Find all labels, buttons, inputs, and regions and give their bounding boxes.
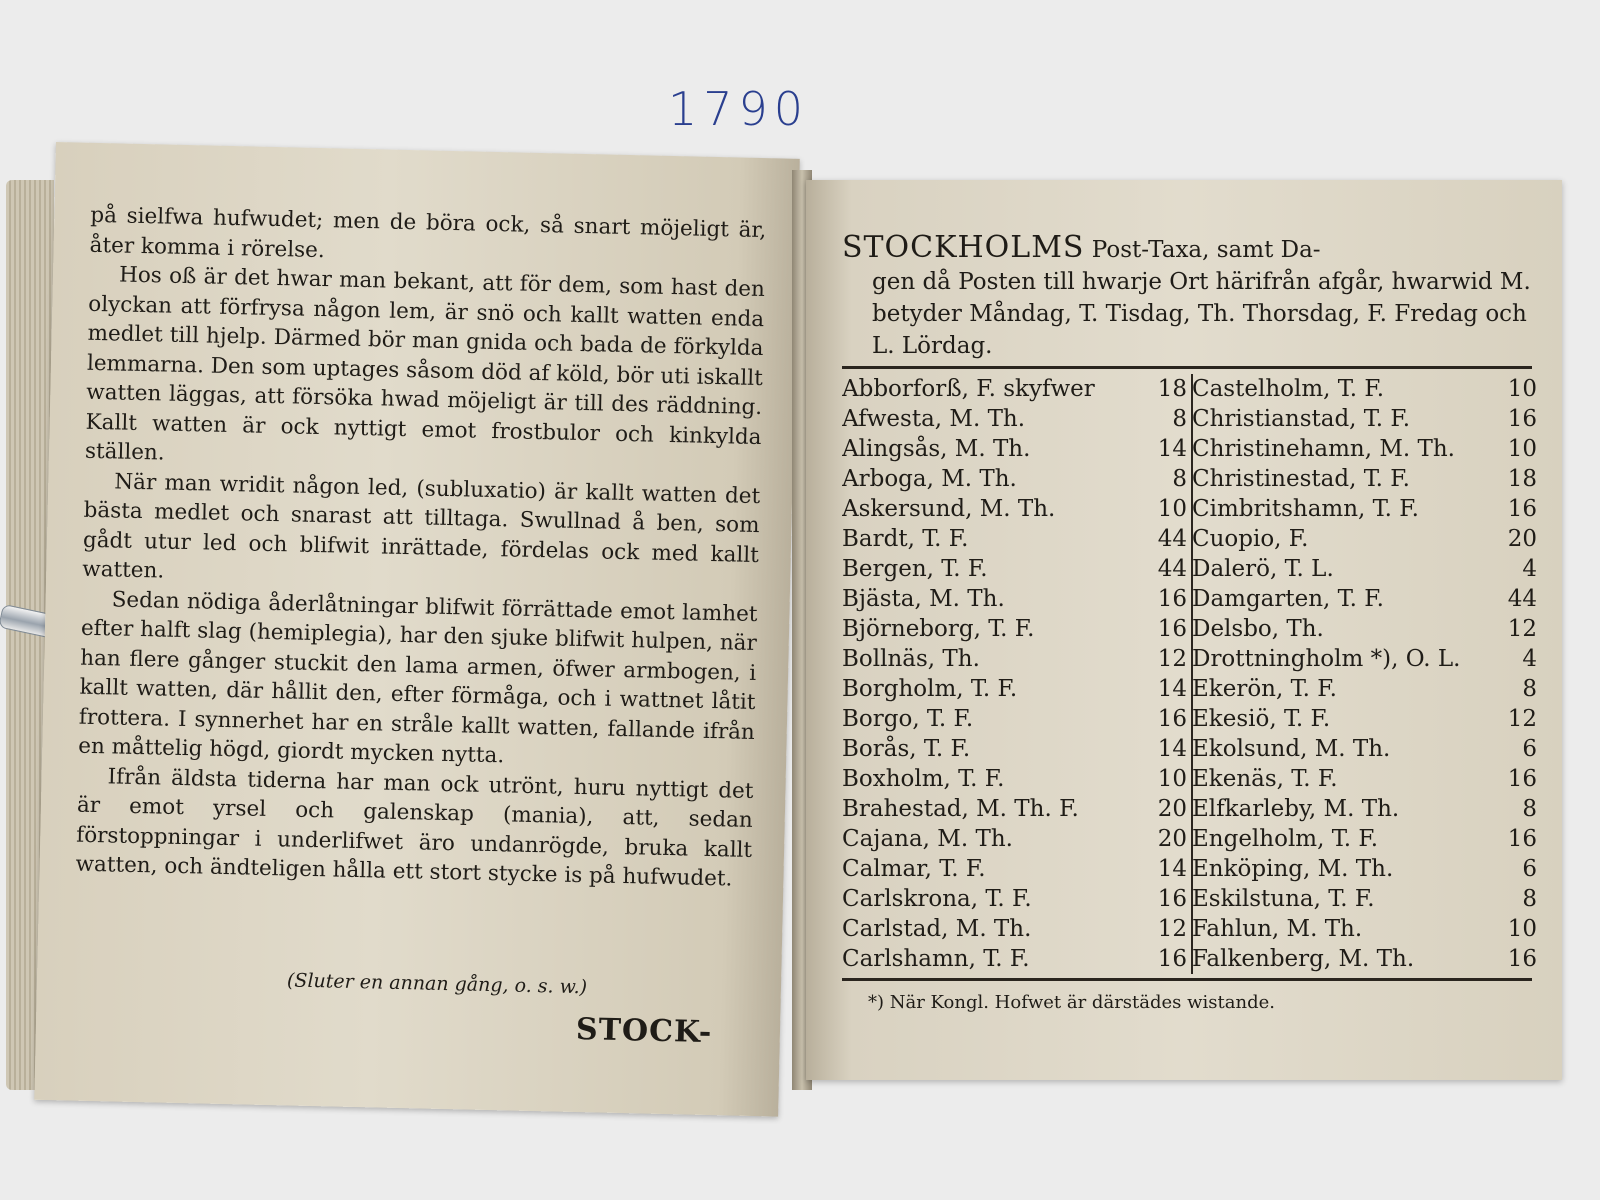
- place-name: Borås, T. F.: [842, 736, 971, 762]
- rate-row: [1192, 944, 1537, 974]
- place-name: Castelholm, T. F.: [1192, 376, 1385, 402]
- place-name: Ekesiö, T. F.: [1192, 706, 1331, 732]
- rate-row: [842, 704, 1187, 734]
- postage-rate: 8: [1522, 886, 1537, 912]
- left-page: [34, 142, 800, 1117]
- paragraph: Sedan nödiga åderlåtningar blifwit förrättade emot lamhet efter halft slag (hemiplegia), har den sjuke blifwit hulpen, när han flere gånger stuckit den lama armen, öfwer armbogen, i kallt watten, där hållit den, efter förmåga, och i wattnet låtit frottera. I synnerhet har en stråle kallt watten, fallande ifrån en måttelig högd, giordt mycken nytta.: [78, 586, 758, 769]
- rate-row: [1192, 374, 1537, 404]
- postage-rate: 16: [1507, 826, 1537, 852]
- place-name: Ekenäs, T. F.: [1192, 766, 1338, 792]
- place-name: Dalerö, T. L.: [1192, 556, 1334, 582]
- postage-rate: 4: [1522, 646, 1537, 672]
- postage-rate: 16: [1157, 586, 1187, 612]
- place-name: Bergen, T. F.: [842, 556, 988, 582]
- rate-row: [1192, 554, 1537, 584]
- rate-row: [842, 434, 1187, 464]
- place-name: Björneborg, T. F.: [842, 616, 1035, 642]
- rate-row: [1192, 914, 1537, 944]
- paragraph: Ifrån äldsta tiderna har man ock utrönt, huru nyttigt det är emot yrsel och galenskap (mania), att, sedan förstoppningar i underlifwet äro undanrögde, bruka kallt watten, och ändteligen hålla ett stort stycke is på hufwudet.: [75, 763, 754, 892]
- post-taxa-title: [842, 232, 1532, 362]
- place-name: Carlskrona, T. F.: [842, 886, 1032, 912]
- rate-row: [842, 944, 1187, 974]
- place-name: Eskilstuna, T. F.: [1192, 886, 1375, 912]
- postage-rate: 20: [1507, 526, 1537, 552]
- postage-rate: 8: [1522, 676, 1537, 702]
- rate-row: [1192, 674, 1537, 704]
- postage-rate: 16: [1507, 946, 1537, 972]
- place-name: Elfkarleby, M. Th.: [1192, 796, 1400, 822]
- place-name: Borgo, T. F.: [842, 706, 974, 732]
- postage-rate: 20: [1157, 796, 1187, 822]
- place-name: Carlstad, M. Th.: [842, 916, 1032, 942]
- rate-row: [842, 764, 1187, 794]
- postage-rate: 44: [1157, 526, 1187, 552]
- place-name: Abborforß, F. skyfwer: [842, 376, 1095, 402]
- postage-rate: 12: [1507, 706, 1537, 732]
- postage-rate: 10: [1507, 916, 1537, 942]
- rate-row: [1192, 764, 1537, 794]
- rate-row: [842, 464, 1187, 494]
- right-page: [806, 180, 1562, 1080]
- rate-column-right: [1192, 374, 1537, 974]
- postage-rate: 18: [1157, 376, 1187, 402]
- postage-rate: 16: [1157, 946, 1187, 972]
- rate-row: [842, 854, 1187, 884]
- postage-rate: 12: [1157, 916, 1187, 942]
- place-name: Ekolsund, M. Th.: [1192, 736, 1391, 762]
- rate-row: [842, 674, 1187, 704]
- postage-rate: 10: [1157, 496, 1187, 522]
- place-name: Boxholm, T. F.: [842, 766, 1005, 792]
- rate-row: [842, 884, 1187, 914]
- place-name: Falkenberg, M. Th.: [1192, 946, 1415, 972]
- postage-rate: 14: [1157, 856, 1187, 882]
- place-name: Carlshamn, T. F.: [842, 946, 1030, 972]
- continuation-note: (Sluter en annan gång, o. s. w.): [286, 969, 588, 999]
- rate-row: [1192, 884, 1537, 914]
- postage-rate: 16: [1507, 766, 1537, 792]
- place-name: Christinehamn, M. Th.: [1192, 436, 1455, 462]
- rate-row: [1192, 824, 1537, 854]
- rate-row: [842, 524, 1187, 554]
- place-name: Bollnäs, Th.: [842, 646, 980, 672]
- place-name: Calmar, T. F.: [842, 856, 986, 882]
- rate-row: [1192, 854, 1537, 884]
- postage-rate: 16: [1157, 706, 1187, 732]
- postage-rate: 16: [1157, 616, 1187, 642]
- paragraph: När man wridit någon led, (subluxatio) är kallt watten det bästa medlet och snarast att tilltaga. Swullnad å ben, som gådt utur led och blifwit inrättade, fördelas ock med kallt watten.: [82, 468, 761, 584]
- rate-row: [842, 554, 1187, 584]
- rate-row: [1192, 644, 1537, 674]
- rate-row: [1192, 734, 1537, 764]
- paragraph: på sielfwa hufwudet; men de böra ock, så snart möjeligt är, åter komma i rörelse.: [89, 202, 767, 263]
- place-name: Drottningholm *), O. L.: [1192, 646, 1461, 672]
- rate-row: [842, 374, 1187, 404]
- rate-column-left: [842, 374, 1193, 974]
- rate-row: [1192, 524, 1537, 554]
- place-name: Damgarten, T. F.: [1192, 586, 1384, 612]
- postage-rate: 14: [1157, 736, 1187, 762]
- rate-row: [1192, 494, 1537, 524]
- table-top-rule: [842, 366, 1532, 369]
- postage-rate: 10: [1507, 436, 1537, 462]
- rate-row: [842, 644, 1187, 674]
- place-name: Alingsås, M. Th.: [842, 436, 1031, 462]
- place-name: Cuopio, F.: [1192, 526, 1309, 552]
- place-name: Christianstad, T. F.: [1192, 406, 1411, 432]
- title-continuation: gen då Posten till hwarje Ort härifrån afgår, hwarwid M. betyder Måndag, T. Tisdag, Th. Thorsdag, F. Fredag och L. Lördag.: [872, 269, 1531, 359]
- rate-row: [842, 614, 1187, 644]
- postage-rate: 6: [1522, 856, 1537, 882]
- rate-row: [842, 794, 1187, 824]
- place-name: Afwesta, M. Th.: [842, 406, 1026, 432]
- postage-rate: 10: [1507, 376, 1537, 402]
- postage-rate: 8: [1172, 466, 1187, 492]
- rate-row: [842, 404, 1187, 434]
- left-page-body: [75, 201, 766, 895]
- handwritten-year-annotation: 1790: [668, 82, 810, 136]
- place-name: Bjästa, M. Th.: [842, 586, 1005, 612]
- postage-rate: 12: [1157, 646, 1187, 672]
- rate-row: [842, 914, 1187, 944]
- rate-row: [842, 824, 1187, 854]
- rate-row: [1192, 794, 1537, 824]
- table-bottom-rule: [842, 978, 1532, 981]
- rate-row: [1192, 584, 1537, 614]
- postage-rate: 16: [1507, 496, 1537, 522]
- place-name: Borgholm, T. F.: [842, 676, 1018, 702]
- postage-rate: 20: [1157, 826, 1187, 852]
- place-name: Christinestad, T. F.: [1192, 466, 1410, 492]
- place-name: Fahlun, M. Th.: [1192, 916, 1363, 942]
- postage-rate: 14: [1157, 676, 1187, 702]
- postage-rate: 8: [1172, 406, 1187, 432]
- postage-rate: 44: [1157, 556, 1187, 582]
- rate-row: [1192, 434, 1537, 464]
- footnote: *) När Kongl. Hofwet är därstädes wistande.: [868, 992, 1275, 1013]
- title-caps: STOCKHOLMS: [842, 230, 1085, 265]
- postage-rate: 4: [1522, 556, 1537, 582]
- postage-rate: 14: [1157, 436, 1187, 462]
- place-name: Cimbritshamn, T. F.: [1192, 496, 1419, 522]
- place-name: Engelholm, T. F.: [1192, 826, 1379, 852]
- title-rest: Post-Taxa, samt Da-: [1091, 237, 1321, 263]
- postage-rate: 8: [1522, 796, 1537, 822]
- place-name: Delsbo, Th.: [1192, 616, 1324, 642]
- place-name: Cajana, M. Th.: [842, 826, 1013, 852]
- rate-row: [842, 584, 1187, 614]
- postage-rate: 18: [1507, 466, 1537, 492]
- postage-rate: 10: [1157, 766, 1187, 792]
- place-name: Enköping, M. Th.: [1192, 856, 1394, 882]
- rate-row: [1192, 404, 1537, 434]
- rate-row: [1192, 614, 1537, 644]
- paragraph: Hos oß är det hwar man bekant, att för dem, som hast den olyckan att förfrysa någon lem, är snö och kallt watten enda medlet till hjelp. Därmed bör man gnida och bada de förkylda lemmarna. Den som uptages såsom död af köld, bör uti iskallt watten läggas, att försöka hwad möjeligt är till des räddning. Kallt watten är ock nyttigt emot frostbulor och kinkylda ställen.: [84, 262, 766, 466]
- postage-rate: 44: [1507, 586, 1537, 612]
- rate-row: [1192, 464, 1537, 494]
- place-name: Brahestad, M. Th. F.: [842, 796, 1079, 822]
- place-name: Bardt, T. F.: [842, 526, 969, 552]
- postage-rate: 16: [1157, 886, 1187, 912]
- rate-row: [1192, 704, 1537, 734]
- place-name: Arboga, M. Th.: [842, 466, 1017, 492]
- postage-rate: 6: [1522, 736, 1537, 762]
- rate-row: [842, 494, 1187, 524]
- place-name: Ekerön, T. F.: [1192, 676, 1337, 702]
- postage-rate: 12: [1507, 616, 1537, 642]
- catchword: STOCK-: [575, 1012, 713, 1051]
- place-name: Askersund, M. Th.: [842, 496, 1056, 522]
- postage-rate: 16: [1507, 406, 1537, 432]
- rate-row: [842, 734, 1187, 764]
